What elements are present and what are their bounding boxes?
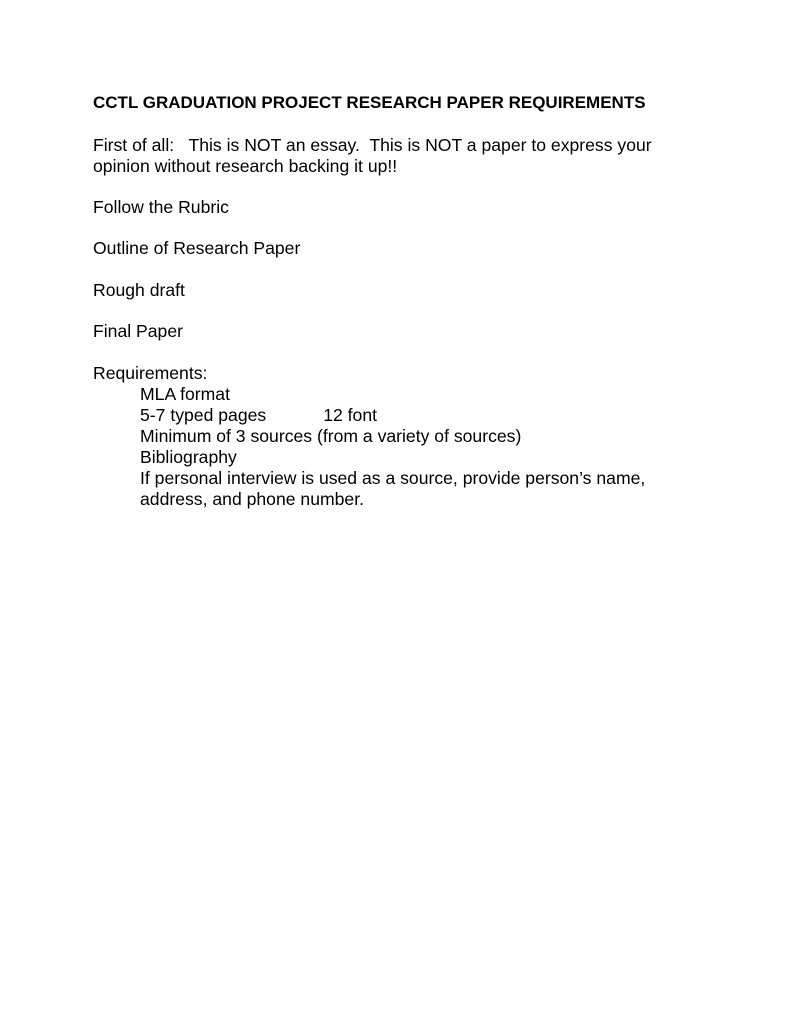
- requirement-sources: Minimum of 3 sources (from a variety of sources): [140, 426, 522, 446]
- requirement-font: 12 font: [323, 405, 377, 425]
- intro-line-1: First of all: This is NOT an essay. This is NOT a paper to express your: [93, 135, 652, 155]
- requirement-interview-line-1: If personal interview is used as a source, provide person’s name,: [140, 468, 646, 488]
- requirement-mla: MLA format: [140, 384, 230, 404]
- step-follow-rubric: Follow the Rubric: [93, 197, 229, 217]
- requirement-pages-row: [140, 405, 377, 426]
- step-rough-draft: Rough draft: [93, 280, 185, 300]
- requirements-heading: Requirements:: [93, 363, 208, 383]
- document-title: CCTL GRADUATION PROJECT RESEARCH PAPER REQUIREMENTS: [93, 93, 646, 112]
- requirement-interview-line-2: address, and phone number.: [140, 489, 364, 509]
- requirement-pages: 5-7 typed pages: [140, 405, 267, 425]
- requirement-bibliography: Bibliography: [140, 447, 237, 467]
- intro-line-2: opinion without research backing it up!!: [93, 156, 398, 176]
- step-final-paper: Final Paper: [93, 321, 183, 341]
- step-outline: Outline of Research Paper: [93, 238, 301, 258]
